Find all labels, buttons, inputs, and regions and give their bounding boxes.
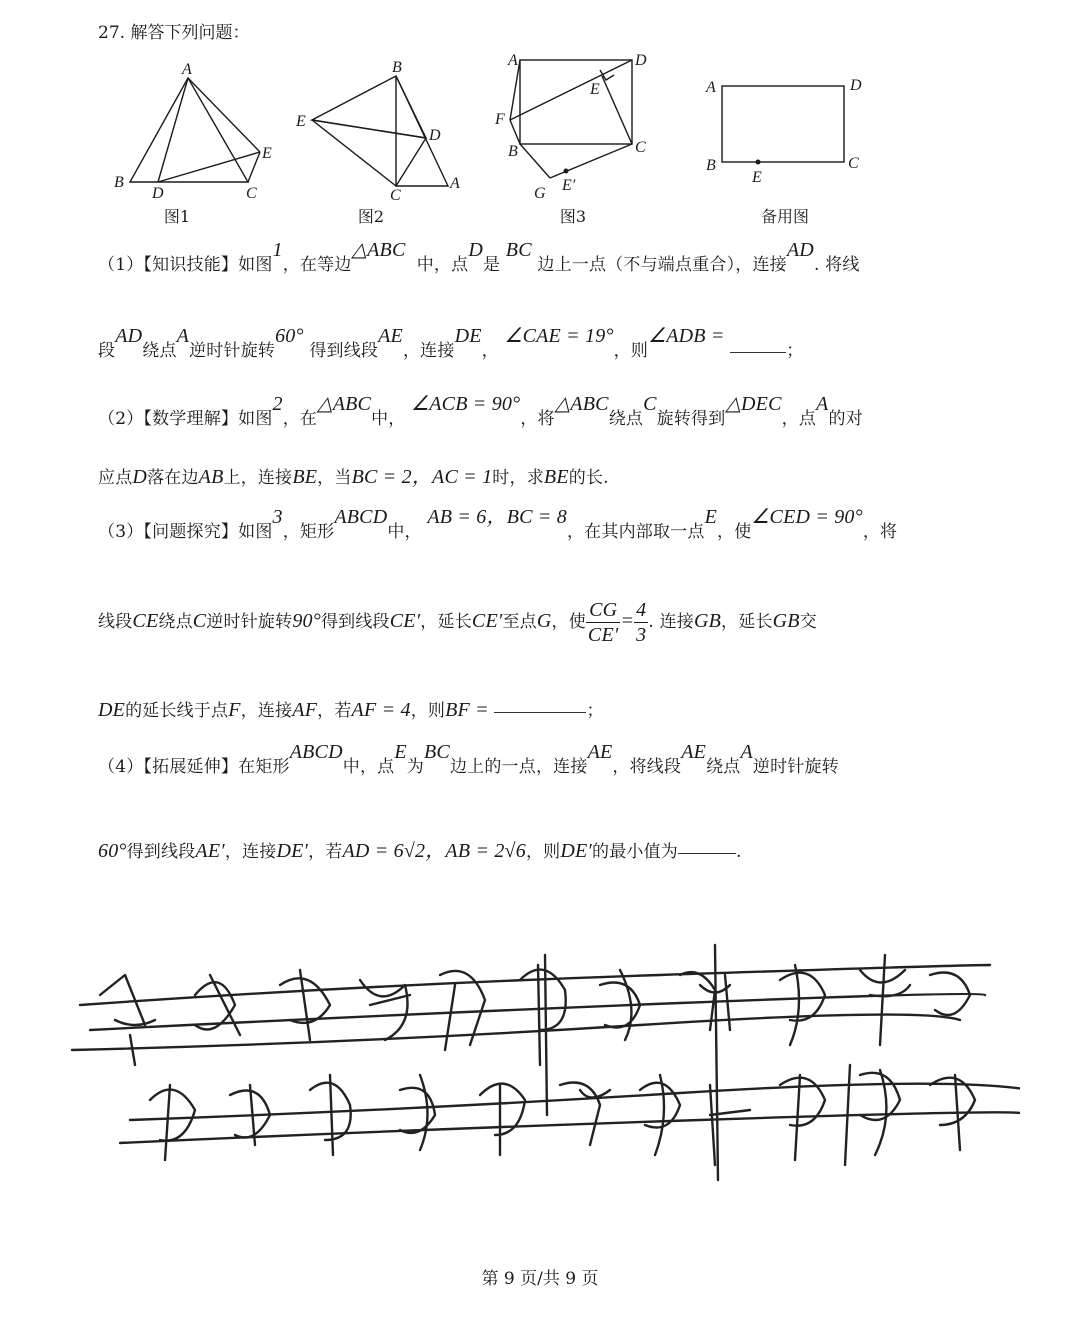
math-segment: AB [198, 466, 224, 488]
math-segment: AF [292, 699, 318, 721]
math-segment: BC [423, 741, 450, 763]
strike-line [72, 1015, 960, 1050]
text-segment: 线段 [98, 612, 133, 632]
figure-3-diagram [490, 48, 660, 206]
math-segment: ∠ACB = 90° [411, 393, 521, 415]
math-segment: △ABC [554, 393, 609, 415]
text-segment: 得到线段 [309, 341, 379, 361]
text-segment: 得到线段 [126, 842, 196, 862]
fig1-label-E: E [262, 145, 272, 162]
text-segment: ，连接 [224, 842, 277, 862]
text-segment: 应点 [98, 468, 133, 488]
text-segment: 绕点 [706, 757, 741, 777]
math-segment: 3 [272, 506, 283, 528]
figure-2 [292, 58, 472, 207]
math-segment: D [468, 239, 483, 261]
math-segment: AE [681, 741, 707, 763]
fig3-label-G: G [534, 185, 546, 202]
text-segment: （4）【拓展延伸】在矩形 [98, 757, 290, 777]
text-segment: 绕点 [608, 409, 644, 429]
part3-line1 [98, 506, 988, 543]
fig2-label-D: D [429, 127, 441, 144]
part1-line2 [98, 325, 988, 362]
figure-1 [108, 60, 288, 204]
question-title: 27. 解答下列问题： [98, 23, 250, 43]
text-segment: ，连接 [402, 341, 455, 361]
math-segment: 60° [98, 840, 127, 862]
math-segment: BE [292, 466, 318, 488]
fig3-point-E-prime [564, 169, 569, 174]
text-segment: ，使 [717, 522, 752, 542]
figure-3-caption: 图3 [559, 207, 587, 226]
math-segment: E [394, 741, 407, 763]
text-segment: 逆时针旋转 [206, 612, 293, 632]
fraction-four-thirds [634, 598, 648, 647]
text-segment: 段 [98, 341, 116, 361]
fraction-cg-ce [586, 598, 621, 647]
text-segment: 的延长线于点 [125, 701, 229, 721]
math-segment: G [536, 610, 552, 632]
fig3-label-B: B [508, 143, 518, 160]
math-segment: BC = 2，AC = 1 [351, 466, 493, 488]
text-segment: ，若 [308, 842, 343, 862]
text-segment: ； [786, 341, 804, 361]
stroke [150, 1085, 195, 1160]
fig1-label-D: D [152, 185, 164, 202]
fig2-label-B: B [392, 59, 402, 76]
text-segment: 落在边 [147, 468, 199, 488]
text-segment: 为 [406, 757, 424, 777]
math-segment: E [704, 506, 717, 528]
text-segment: 中， [387, 522, 422, 542]
figure-2-caption: 图2 [357, 207, 385, 226]
fig3-label-E-prime: E′ [562, 177, 576, 194]
part3-line2 [98, 598, 988, 647]
part4-line1 [98, 741, 988, 778]
math-segment: CE′ [389, 610, 421, 632]
text-segment: ，在 [282, 409, 318, 429]
math-segment: AD [115, 325, 143, 347]
math-segment: DE [454, 325, 482, 347]
spare-label-B: B [706, 157, 716, 174]
math-segment: = [620, 610, 635, 632]
text-segment: ，将线段 [612, 757, 682, 777]
math-segment: F [228, 699, 241, 721]
math-segment: GB [693, 610, 722, 632]
part4-line2 [98, 834, 988, 863]
text-segment: 是 [482, 255, 501, 275]
stroke [310, 1075, 351, 1155]
fig3-label-A: A [508, 52, 518, 69]
math-segment: AE [587, 741, 613, 763]
math-segment: AE [378, 325, 403, 347]
fig3-label-C: C [635, 139, 646, 156]
text-segment: 逆时针旋转 [189, 341, 276, 361]
spare-point-E [756, 160, 761, 165]
answer-blank[interactable] [730, 351, 786, 353]
text-segment: 的长. [568, 468, 609, 488]
part2-line1 [98, 393, 988, 430]
text-segment: 边上一点（不与端点重合），连接 [537, 255, 787, 275]
text-segment: ，则 [613, 341, 649, 361]
text-segment: 中，点 [416, 255, 469, 275]
text-segment: 逆时针旋转 [752, 757, 839, 777]
stroke [715, 945, 718, 1180]
math-segment: ∠ADB = [648, 325, 725, 347]
stroke [360, 980, 410, 1040]
text-segment: 绕点 [158, 612, 193, 632]
text-segment: ，矩形 [282, 522, 335, 542]
text-segment: 交 [799, 612, 817, 632]
stroke [100, 975, 155, 1065]
text-segment: （3）【问题探究】如图 [98, 522, 273, 542]
fraction-numerator: CG [586, 598, 621, 623]
math-segment: AF = 4 [351, 699, 411, 721]
text-segment: 至点 [502, 612, 537, 632]
text-segment: ，延长 [721, 612, 773, 632]
math-segment: BC [505, 239, 532, 261]
math-segment: AD [786, 239, 814, 261]
text-segment: ，当 [317, 468, 352, 488]
text-segment: 的对 [828, 409, 863, 429]
math-segment: BE [543, 466, 569, 488]
text-segment: 旋转得到 [656, 409, 726, 429]
math-segment: △ABC [317, 393, 372, 415]
spare-label-D: D [850, 77, 862, 94]
math-segment: 90° [292, 610, 321, 632]
math-segment: ∠CED = 90° [751, 506, 863, 528]
text-segment: 边上的一点，连接 [449, 757, 588, 777]
text-segment: （1）【知识技能】如图 [98, 255, 273, 275]
math-segment: ABCD [289, 741, 343, 763]
text-segment: ，将 [520, 409, 555, 429]
text-segment: ，点 [781, 409, 817, 429]
text-segment: 时，求 [492, 468, 544, 488]
handwriting-scribble [60, 925, 1020, 1205]
text-segment: 中， [371, 409, 406, 429]
math-segment: ABCD [334, 506, 388, 528]
math-segment: 2 [272, 393, 283, 415]
spare-label-E: E [752, 169, 762, 186]
fig1-label-B: B [114, 174, 124, 191]
math-segment: C [643, 393, 657, 415]
math-segment: DE′ [560, 840, 592, 862]
math-segment: BF = [445, 699, 489, 721]
math-segment: DE [98, 699, 126, 721]
fig3-label-D: D [635, 52, 647, 69]
text-segment: 绕点 [142, 341, 177, 361]
math-segment: 1 [272, 239, 283, 261]
math-segment: CE [132, 610, 159, 632]
math-segment: D [132, 466, 148, 488]
spare-label-C: C [848, 155, 859, 172]
page-footer: 第 9 页/共 9 页 [481, 1269, 599, 1289]
text-segment: 的最小值为 [592, 842, 678, 862]
figure-spare-caption: 备用图 [760, 207, 809, 226]
fraction-denominator: CE′ [587, 624, 619, 646]
math-segment: A [740, 741, 753, 763]
answer-blank[interactable] [678, 852, 736, 854]
math-segment: △ABC [351, 239, 406, 261]
answer-blank[interactable] [494, 711, 586, 713]
fig2-label-C: C [390, 187, 401, 204]
math-segment: C [192, 610, 207, 632]
math-segment: CE′ [471, 610, 503, 632]
text-segment: ，使 [551, 612, 586, 632]
handwritten-watermark [60, 925, 1020, 1209]
text-segment: 中，点 [342, 757, 395, 777]
text-segment: ，将 [862, 522, 898, 542]
math-segment: A [176, 325, 190, 347]
text-segment: ，则 [410, 701, 446, 721]
part2-line2 [98, 460, 988, 489]
figure-2-diagram [292, 58, 472, 203]
part3-line3 [98, 696, 988, 722]
text-segment: ，若 [317, 701, 352, 721]
math-segment: AE′ [195, 840, 225, 862]
figure-3 [490, 48, 660, 210]
text-segment: 得到线段 [320, 612, 390, 632]
math-segment: A [816, 393, 829, 415]
math-segment: 60° [275, 325, 304, 347]
fig3-label-E: E [590, 81, 600, 98]
stroke [480, 1084, 525, 1155]
figure-1-diagram [108, 60, 288, 200]
math-segment: △DEC [725, 393, 782, 415]
text-segment: ， [481, 341, 499, 361]
text-segment: . 将线 [813, 255, 860, 275]
fig2-label-E: E [296, 113, 306, 130]
fig3-label-F: F [495, 111, 505, 128]
figure-spare [700, 70, 870, 194]
figure-1-caption: 图1 [163, 207, 191, 226]
fig2-label-A: A [450, 175, 460, 192]
text-segment: . 连接 [648, 612, 694, 632]
text-segment: ，则 [525, 842, 561, 862]
stroke [280, 970, 330, 1040]
spare-label-A: A [706, 79, 716, 96]
fraction-numerator: 4 [636, 599, 647, 621]
text-segment: ，连接 [240, 701, 293, 721]
fig1-label-A: A [182, 61, 192, 78]
math-segment: AD = 6√2，AB = 2√6 [342, 840, 526, 862]
text-segment: . [736, 842, 742, 862]
figure-spare-diagram [700, 70, 870, 190]
text-segment: ，在等边 [282, 255, 352, 275]
stroke [640, 1075, 680, 1155]
math-segment: AB = 6，BC = 8 [427, 506, 567, 528]
text-segment: ； [586, 701, 604, 721]
math-segment: DE′ [276, 840, 309, 862]
text-segment: 上，连接 [223, 468, 293, 488]
part1-line1 [98, 239, 988, 276]
math-segment: ∠CAE = 19° [504, 325, 614, 347]
fraction-denominator: 3 [636, 624, 647, 646]
text-segment: ，延长 [420, 612, 472, 632]
text-segment: ，在其内部取一点 [566, 522, 705, 542]
stroke [195, 975, 240, 1035]
math-segment: GB [772, 610, 800, 632]
stroke [780, 965, 825, 1045]
fig1-label-C: C [246, 185, 257, 202]
stroke [400, 1075, 435, 1150]
text-segment: （2）【数学理解】如图 [98, 409, 273, 429]
stroke [560, 1083, 610, 1146]
